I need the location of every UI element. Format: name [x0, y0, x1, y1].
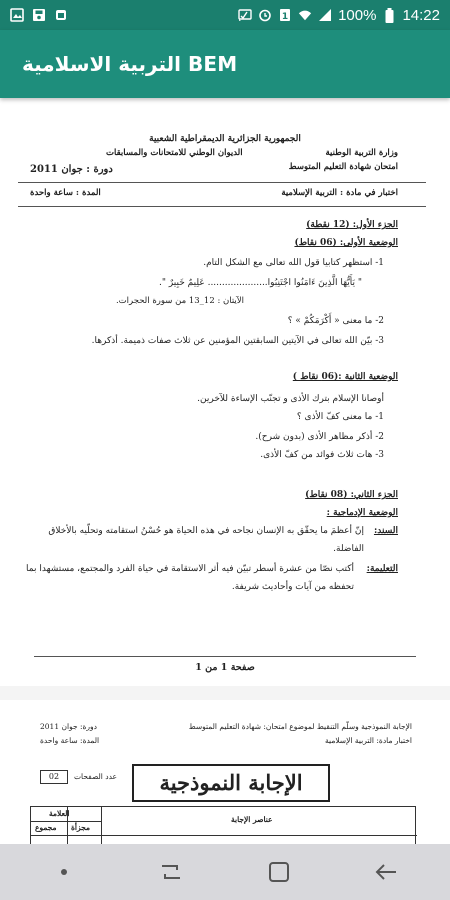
header-rule: [18, 182, 426, 183]
pages-count-label: عدد الصفحات: [74, 772, 117, 781]
alarm-icon: [258, 8, 272, 22]
app-bar: [0, 30, 450, 98]
s2-question-1: 1- ما معنى كفّ الأذى ؟: [296, 412, 384, 422]
exam-page-1: [0, 98, 450, 686]
navigation-bar: [0, 844, 450, 900]
p2-heading-1: الإجابة النموذجية وسلّم التنقيط لموضوع امتحان: شهادة التعليم المتوسط: [188, 722, 412, 731]
recents-icon[interactable]: [149, 850, 193, 894]
grade-header: العلامة: [49, 809, 70, 818]
subject-label: اختبار في مادة : التربية الإسلامية: [281, 188, 398, 198]
exam-name-label: امتحان شهادة التعليم المتوسط: [288, 162, 398, 172]
cast-icon: [238, 8, 252, 22]
wifi-icon: [298, 8, 312, 22]
save-icon: [32, 8, 46, 22]
sanad-label: [374, 526, 398, 536]
task-label: [367, 564, 398, 574]
page-separator: [0, 686, 450, 700]
svg-text:1: 1: [281, 12, 289, 22]
s1-question-2: 2- ما معنى « أَكْرَمَكُمْ » ؟: [287, 316, 384, 326]
status-bar: [0, 0, 450, 30]
home-icon[interactable]: [257, 850, 301, 894]
p2-session: دورة: جوان 2011: [40, 722, 98, 731]
s2-question-3: 3- هات ثلاث فوائد من كفّ الأذى.: [260, 450, 384, 460]
total-header: مجموع: [35, 823, 57, 832]
clock: 14:22: [402, 6, 440, 24]
image-icon: [10, 8, 24, 22]
exam-office-label: الديوان الوطني للامتحانات والمسابقات: [106, 148, 243, 158]
footer-rule: [34, 656, 416, 657]
s2-intro: أوصانا الإسلام بترك الأذى و تجنّب الإساءة للآخرين.: [197, 394, 384, 404]
situation2-heading: الوضعية الثانية :(06 نقاط ): [292, 372, 398, 382]
republic-header: الجمهورية الجزائرية الديمقراطية الشعبية: [149, 134, 301, 144]
android-icon: [54, 8, 68, 22]
model-answer-title: الإجابة النموذجية: [132, 764, 330, 802]
exam-page-2: [0, 700, 450, 844]
back-icon[interactable]: [364, 850, 408, 894]
ministry-label: وزارة التربية الوطنية: [325, 148, 398, 158]
partial-header: مجزأة: [71, 823, 91, 832]
session-label: دورة : جوان 2011: [30, 164, 113, 175]
grid-col-2: [101, 807, 102, 844]
pages-count-box: 02: [40, 770, 68, 784]
s1-verse-reference: الآيتان : 12_13 من سورة الحجرات.: [115, 296, 244, 306]
grid-row-2: [31, 835, 417, 836]
app-title: التربية الاسلامية BEM: [22, 52, 238, 76]
p2-duration: المدة: ساعة واحدة: [40, 736, 100, 745]
s1-verse: " يَأَيُّهَا الَّذِينَ ءَامَنُوا اجْتَنِبُوا..................... عَلِيمٌ خَبِيرٌ ".: [158, 278, 362, 288]
s1-question-1: 1- استظهر كتابيا قول الله تعالى مع الشكل التام.: [203, 258, 384, 268]
status-left-icons: [10, 8, 68, 22]
page-footer: صفحة 1 من 1: [195, 662, 255, 673]
data-saver-icon: [278, 8, 292, 22]
recent-dot-icon[interactable]: [42, 850, 86, 894]
s1-question-3: 3- بيّن الله تعالى في الآيتين السابقتين المؤمنين عن ثلاث صفات ذميمة. أذكرها.: [91, 336, 384, 346]
task-text: أكتب نصّا من عشرة أسطر تبيّن فيه أثر الاستقامة في حياة الفرد والمجتمع، مستشهدا بما تحفظه من آيات وأحاديث شريفة.: [26, 564, 354, 592]
elements-header: عناصر الإجابة: [231, 815, 273, 824]
document-viewer[interactable]: [0, 98, 450, 844]
answer-grid: [30, 806, 416, 844]
signal-icon: [318, 8, 332, 22]
sanad-text: إنّ أعظمَ ما يحقّق به الإنسان نجاحه في هذه الحياة هو حُسْنُ استقامته وتحلّيه بالأخلاق الفاضلة.: [48, 526, 364, 554]
status-right-icons: [238, 7, 440, 24]
situation1-heading: الوضعية الأولى: (06 نقاط): [294, 238, 398, 248]
duration-label: المدة : ساعة واحدة: [30, 188, 101, 198]
battery-icon: [382, 8, 396, 22]
p2-heading-2: اختبار مادة: التربية الإسلامية: [325, 736, 412, 745]
task-label-text: التعليمة:: [366, 564, 398, 574]
battery-percent: 100%: [338, 6, 377, 24]
integration-heading: الوضعية الإدماجية :: [326, 508, 398, 518]
part2-heading: الجزء الثاني: (08 نقاط): [305, 490, 398, 500]
part1-heading: الجزء الأول: (12 نقطة): [306, 220, 398, 230]
grid-row-1: [31, 821, 101, 822]
s2-question-2: 2- أذكر مظاهر الأذى (بدون شرح).: [255, 432, 384, 442]
sanad-label-text: السند:: [373, 526, 398, 536]
header-rule-2: [18, 206, 426, 207]
